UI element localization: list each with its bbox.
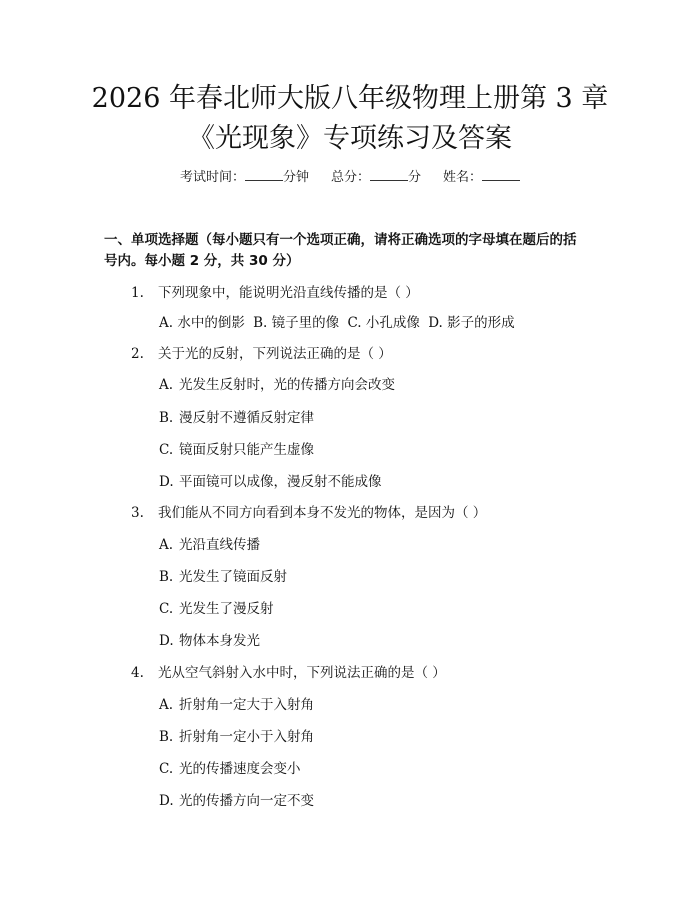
option-letter: C. — [347, 315, 362, 331]
score-unit: 分 — [408, 170, 422, 185]
option-d[interactable] — [428, 315, 514, 331]
option-b[interactable] — [159, 727, 314, 747]
option-letter: A. — [159, 537, 174, 553]
option-b[interactable] — [159, 567, 287, 587]
option-letter: A. — [159, 697, 174, 713]
option-letter: D. — [428, 315, 443, 331]
page-title-line1: 2026 年春北师大版八年级物理上册第 3 章 — [91, 83, 609, 114]
option-text: 镜面反射只能产生虚像 — [179, 442, 314, 458]
option-letter: D. — [159, 793, 174, 809]
question-stem: 下列现象中，能说明光沿直线传播的是（ ） — [158, 285, 419, 301]
name-blank[interactable] — [482, 168, 520, 181]
option-letter: B. — [159, 569, 174, 585]
exam-time-blank[interactable] — [245, 168, 283, 181]
option-text: 影子的形成 — [447, 315, 515, 331]
option-text: 光的传播方向一定不变 — [179, 793, 314, 809]
question-stem: 光从空气斜射入水中时，下列说法正确的是（ ） — [158, 665, 446, 681]
option-text: 光发生反射时，光的传播方向会改变 — [179, 377, 395, 393]
option-text: 镜子里的像 — [271, 315, 340, 331]
section-heading-line1: 一、单项选择题（每小题只有一个选项正确，请将正确选项的字母填在题后的括 — [104, 232, 577, 248]
question-number: 2. — [131, 346, 144, 362]
option-a[interactable] — [159, 695, 314, 715]
option-letter: B. — [253, 315, 268, 331]
option-d[interactable] — [159, 631, 260, 651]
option-text: 水中的倒影 — [177, 315, 245, 331]
score-blank[interactable] — [370, 168, 408, 181]
option-text: 折射角一定大于入射角 — [179, 697, 314, 713]
option-letter: D. — [159, 633, 174, 649]
score-field — [331, 168, 421, 188]
question-stem: 关于光的反射，下列说法正确的是（ ） — [158, 346, 392, 362]
option-text: 光发生了漫反射 — [179, 601, 274, 617]
option-d[interactable] — [159, 472, 382, 492]
option-c[interactable] — [159, 440, 314, 460]
option-c[interactable] — [159, 599, 274, 619]
option-a[interactable] — [159, 375, 395, 395]
question-number: 3. — [131, 505, 144, 521]
option-b[interactable] — [253, 315, 339, 331]
section-heading — [104, 230, 604, 272]
option-text: 光沿直线传播 — [179, 537, 260, 553]
option-text: 平面镜可以成像，漫反射不能成像 — [179, 474, 382, 490]
option-text: 折射角一定小于入射角 — [179, 729, 314, 745]
option-letter: A. — [159, 377, 174, 393]
score-label: 总分： — [330, 170, 370, 185]
option-letter: D. — [159, 474, 174, 490]
option-c[interactable] — [159, 759, 301, 779]
name-label: 姓名： — [443, 170, 483, 185]
option-text: 光发生了镜面反射 — [179, 569, 287, 585]
option-a[interactable] — [159, 315, 245, 331]
option-letter: C. — [159, 601, 174, 617]
question-number: 4. — [131, 665, 144, 681]
option-text: 物体本身发光 — [179, 633, 260, 649]
name-field — [443, 168, 520, 188]
exam-info-row — [0, 168, 700, 188]
page-title-line2: 《光现象》专项练习及答案 — [188, 123, 512, 154]
option-text: 漫反射不遵循反射定律 — [179, 410, 314, 426]
question-stem: 我们能从不同方向看到本身不发光的物体，是因为（ ） — [158, 505, 487, 521]
option-letter: C. — [159, 442, 174, 458]
option-letter: A. — [159, 315, 174, 331]
exam-time-unit: 分钟 — [282, 170, 309, 185]
option-c[interactable] — [347, 315, 419, 331]
exam-time-field — [180, 168, 309, 188]
option-d[interactable] — [159, 791, 314, 811]
option-letter: C. — [159, 761, 174, 777]
option-text: 小孔成像 — [365, 315, 420, 331]
section-heading-line2: 号内。每小题 2 分，共 30 分） — [104, 253, 300, 269]
question-1-options — [159, 313, 519, 333]
exam-time-label: 考试时间： — [179, 170, 245, 185]
question-number: 1. — [131, 285, 144, 301]
option-a[interactable] — [159, 535, 260, 555]
option-letter: B. — [159, 410, 174, 426]
option-text: 光的传播速度会变小 — [179, 761, 301, 777]
option-letter: B. — [159, 729, 174, 745]
option-b[interactable] — [159, 408, 314, 428]
